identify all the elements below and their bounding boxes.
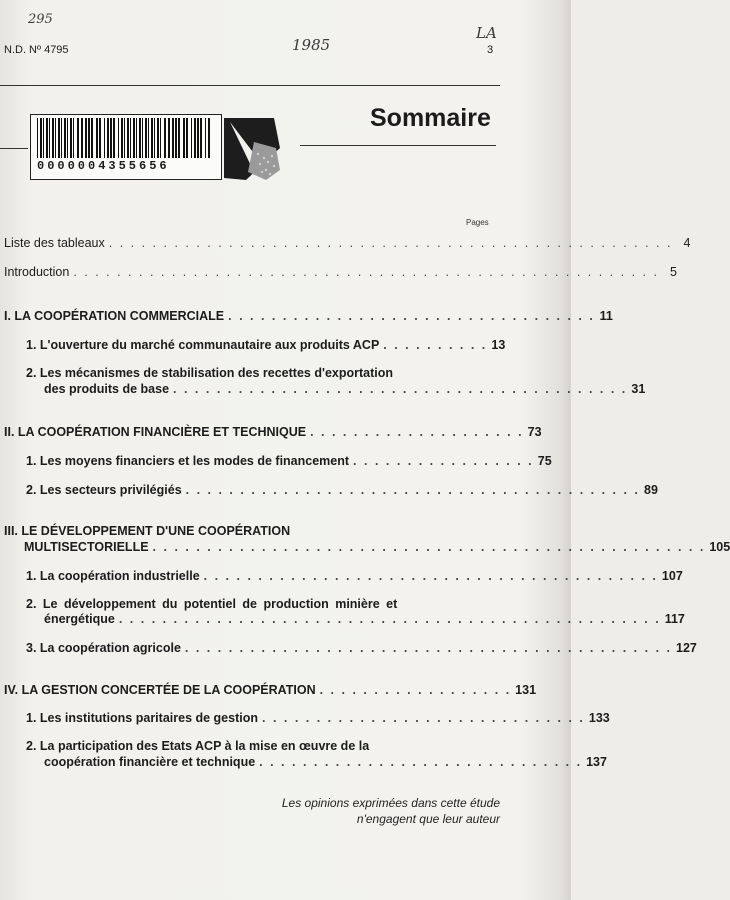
toc-entry-4-2-line1: 2. La participation des Etats ACP à la mise en œuvre de la — [26, 739, 370, 753]
toc-entry-title: IV. LA GESTION CONCERTÉE DE LA COOPÉRATION — [4, 683, 316, 697]
toc-entry-title: 3. La coopération agricole — [26, 641, 181, 655]
leader-dots: . . . . . . . . . . . . . . . . . — [353, 454, 534, 468]
toc-entry-page: 13 — [491, 338, 506, 352]
title-rule — [300, 145, 496, 146]
leader-dots: . . . . . . . . . . . . . . . . . . . . . . . . . . . . . . . . . . . . . . . . . . . . . . . . . . . . — [108, 236, 673, 250]
toc-entry-part-2[interactable] — [4, 425, 542, 439]
barcode-label — [30, 114, 222, 180]
toc-entry-page: 11 — [599, 309, 613, 323]
document-number: N.D. Nº 4795 — [4, 44, 69, 56]
toc-entry-page: 31 — [631, 382, 646, 396]
toc-entry-page: 117 — [664, 612, 685, 626]
toc-entry-title: 2. Les secteurs privilégiés — [26, 483, 182, 497]
leader-dots: . . . . . . . . . . . . . . . . . . . . . . . . . . . . . . . . . . . . . . . . . . — [185, 483, 640, 497]
toc-entry-3-1[interactable] — [26, 569, 683, 583]
toc-entry-3-3[interactable] — [26, 641, 697, 655]
toc-entry-title: Introduction — [4, 265, 70, 279]
toc-entry-title: II. LA COOPÉRATION FINANCIÈRE ET TECHNIQUE — [4, 425, 307, 439]
toc-entry-title: 1. Les institutions paritaires de gestion — [26, 711, 258, 725]
barcode-bars — [37, 118, 213, 160]
leader-dots: . . . . . . . . . . — [383, 338, 488, 352]
toc-entry-title: I. LA COOPÉRATION COMMERCIALE — [4, 309, 225, 323]
disclaimer-note — [230, 795, 500, 827]
leader-dots: . . . . . . . . . . . . . . . . . . . . — [310, 425, 524, 439]
toc-entry-page: 107 — [661, 569, 683, 583]
toc-entry-introduction[interactable] — [4, 265, 677, 279]
leader-dots: . . . . . . . . . . . . . . . . . . . . . . . . . . . . . . . . . . . . . . . . . . — [173, 382, 628, 396]
toc-entry-page: 105 — [709, 540, 730, 554]
toc-entry-2-1[interactable] — [26, 454, 552, 468]
toc-entry-part-3[interactable] — [24, 540, 730, 554]
toc-entry-page: 137 — [586, 755, 607, 769]
toc-entry-title: énergétique — [44, 612, 115, 626]
leader-dots: . . . . . . . . . . . . . . . . . . — [319, 683, 512, 697]
leader-dots: . . . . . . . . . . . . . . . . . . . . . . . . . . . . . . — [262, 711, 585, 725]
disclaimer-line-2: n'engagent que leur auteur — [356, 812, 500, 826]
left-rule — [0, 148, 28, 149]
toc-entry-page: 133 — [588, 711, 610, 725]
toc-entry-page: 89 — [644, 483, 658, 497]
toc-entry-1-2[interactable] — [44, 382, 646, 396]
toc-entry-part-3-line1: III. LE DÉVELOPPEMENT D'UNE COOPÉRATION — [4, 524, 291, 538]
toc-entry-page: 73 — [527, 425, 542, 439]
toc-entry-title: 1. La coopération industrielle — [26, 569, 200, 583]
toc-entry-title: coopération financière et technique — [44, 755, 256, 769]
publisher-logo-icon — [224, 118, 284, 185]
handwritten-note-top-left: 295 — [28, 12, 53, 27]
leader-dots: . . . . . . . . . . . . . . . . . . . . . . . . . . . . . . . . . . . . . . . . . . — [203, 569, 658, 583]
toc-entry-page: 5 — [669, 265, 677, 279]
toc-entry-part-4[interactable] — [4, 683, 537, 697]
toc-entry-title: des produits de base — [44, 382, 170, 396]
toc-entry-1-2-line1: 2. Les mécanismes de stabilisation des recettes d'exportation — [26, 366, 393, 380]
toc-entry-2-2[interactable] — [26, 483, 658, 497]
header-rule — [0, 85, 500, 86]
leader-dots: . . . . . . . . . . . . . . . . . . . . . . . . . . . . . . . . . . . . . . . . . . . . . . . . . . . . . . — [73, 265, 659, 279]
pages-column-label: Pages — [466, 218, 489, 227]
handwritten-note-top-middle: 1985 — [292, 36, 331, 54]
toc-entry-title: Liste des tableaux — [4, 236, 105, 250]
toc-entry-1-1[interactable] — [26, 338, 506, 352]
toc-entry-page: 4 — [683, 236, 691, 250]
toc-entry-page: 131 — [515, 683, 537, 697]
page-number: 3 — [487, 44, 494, 56]
leader-dots: . . . . . . . . . . . . . . . . . . . . . . . . . . . . . . . . . . . . . . . . . . . . . — [184, 641, 672, 655]
barcode-number: 0000004355656 — [37, 159, 170, 173]
leader-dots: . . . . . . . . . . . . . . . . . . . . . . . . . . . . . . . . . . . . . . . . . . . . . . . . . . . — [152, 540, 706, 554]
disclaimer-line-1: Les opinions exprimées dans cette étude — [281, 796, 500, 810]
page-title: Sommaire — [370, 104, 491, 132]
toc-entry-part-1[interactable] — [4, 309, 613, 323]
handwritten-note-top-right: LA — [476, 24, 497, 42]
toc-entry-title: 1. Les moyens financiers et les modes de financement — [26, 454, 350, 468]
toc-entry-3-2-line1: 2. Le développement du potentiel de production minière et — [26, 597, 398, 611]
toc-entry-list-of-tables[interactable] — [4, 236, 691, 250]
toc-entry-3-2[interactable] — [44, 612, 685, 626]
toc-entry-page: 75 — [537, 454, 552, 468]
toc-entry-title: 1. L'ouverture du marché communautaire aux produits ACP — [26, 338, 380, 352]
leader-dots: . . . . . . . . . . . . . . . . . . . . . . . . . . . . . . . . . . — [228, 309, 595, 323]
toc-entry-4-2[interactable] — [44, 755, 607, 769]
toc-entry-page: 127 — [676, 641, 697, 655]
toc-entry-title: MULTISECTORIELLE — [24, 540, 149, 554]
toc-entry-4-1[interactable] — [26, 711, 610, 725]
leader-dots: . . . . . . . . . . . . . . . . . . . . . . . . . . . . . . — [259, 755, 583, 769]
leader-dots: . . . . . . . . . . . . . . . . . . . . . . . . . . . . . . . . . . . . . . . . . . . . . . . . . . — [118, 612, 661, 626]
